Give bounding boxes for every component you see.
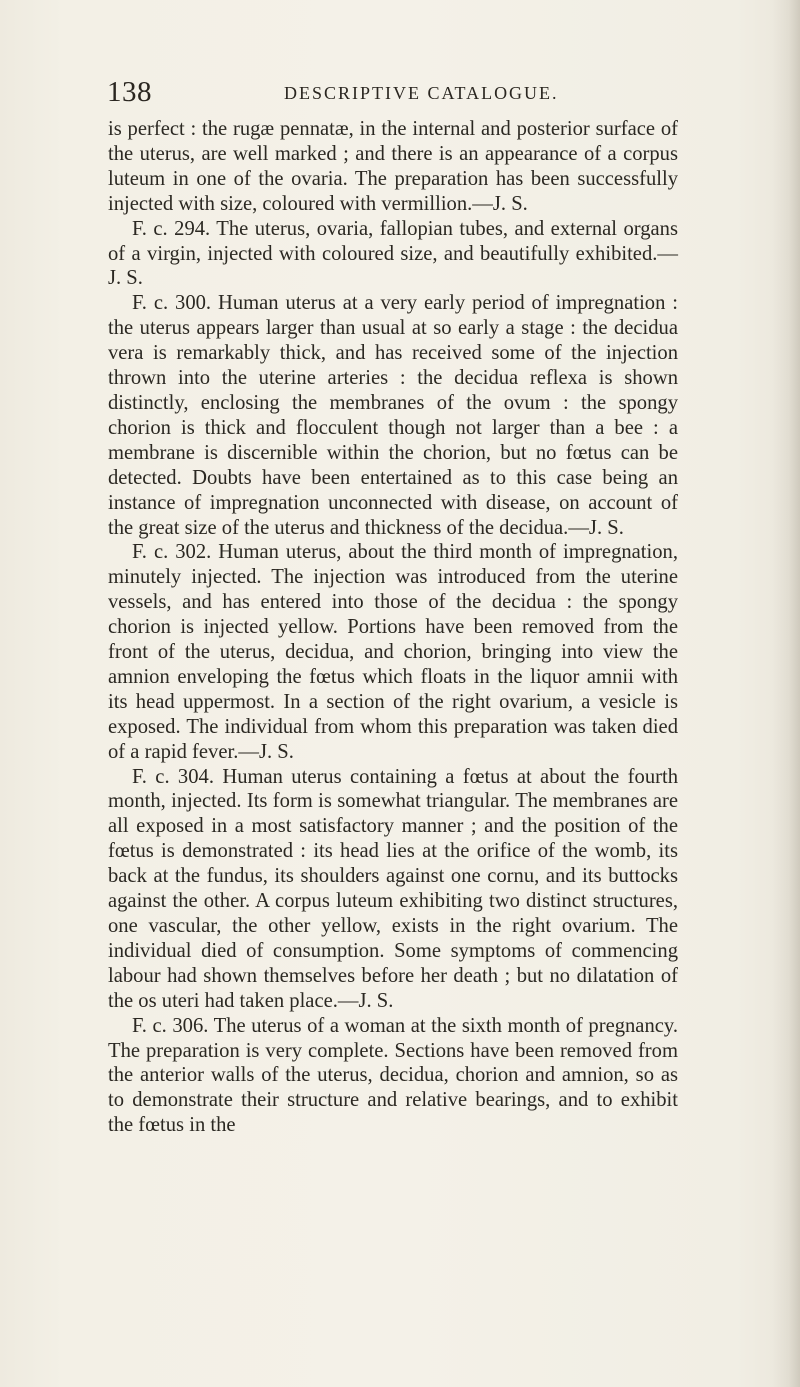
running-head: DESCRIPTIVE CATALOGUE. (284, 83, 559, 103)
page-number: 138 (107, 76, 152, 108)
catalogue-entry-294: F. c. 294. The uterus, ovaria, fallopian tubes, and external organs of a virgin, injected with coloured size, and beautifully exhibited.—J. S. (108, 217, 678, 290)
catalogue-entry-302: F. c. 302. Human uterus, about the third month of impregnation, minutely injected. The injection was introduced from the uterine vessels, and has entered into those of the decidua : the spongy chorion is injected yellow. Portions have been removed from the front of the uterus, decidua, and chorion, bringing into view the amnion enveloping the fœtus which floats in the liquor amnii with its head uppermost. In a section of the right ovarium, a vesicle is exposed. The individual from whom this preparation was taken died of a rapid fever.—J. S. (108, 541, 678, 763)
paragraph-continuation: is perfect : the rugæ pennatæ, in the internal and posterior surface of the uterus, are well marked ; and there is an appearance of a corpus luteum in one of the ovaria. The preparation has been successfully injected with size, coloured with vermillion.—J. S. (108, 118, 678, 215)
catalogue-entry-304: F. c. 304. Human uterus containing a fœtus at about the fourth month, injected. Its form is somewhat triangular. The membranes are all exposed in a most satisfactory manner ; and the position of the fœtus is demonstrated : its head lies at the orifice of the womb, its back at the fundus, its shoulders against one cornu, and its buttocks against the other. A corpus luteum exhibiting two distinct structures, one vascular, the other yellow, exists in the right ovarium. The individual died of consumption. Some symptoms of commencing labour had shown themselves before her death ; but no dilatation of the os uteri had taken place.—J. S. (108, 765, 678, 1012)
page-header (107, 72, 707, 112)
catalogue-text (108, 117, 678, 1138)
catalogue-entry-306: F. c. 306. The uterus of a woman at the sixth month of pregnancy. The preparation is very complete. Sections have been removed from the anterior walls of the uterus, decidua, chorion and amnion, so as to demonstrate their structure and relative bearings, and to exhibit the fœtus in the (108, 1014, 678, 1137)
catalogue-entry-300: F. c. 300. Human uterus at a very early period of impregnation : the uterus appears larger than usual at so early a stage : the decidua vera is remarkably thick, and has received some of the injection thrown into the uterine arteries : the decidua reflexa is shown distinctly, enclosing the membranes of the ovum : the spongy chorion is thick and flocculent though not larger than a bee : a membrane is discernible within the chorion, but no fœtus can be detected. Doubts have been entertained as to this case being an instance of impregnation unconnected with disease, on account of the great size of the uterus and thickness of the decidua.—J. S. (108, 292, 678, 539)
page-edge-shadow (772, 0, 800, 1387)
